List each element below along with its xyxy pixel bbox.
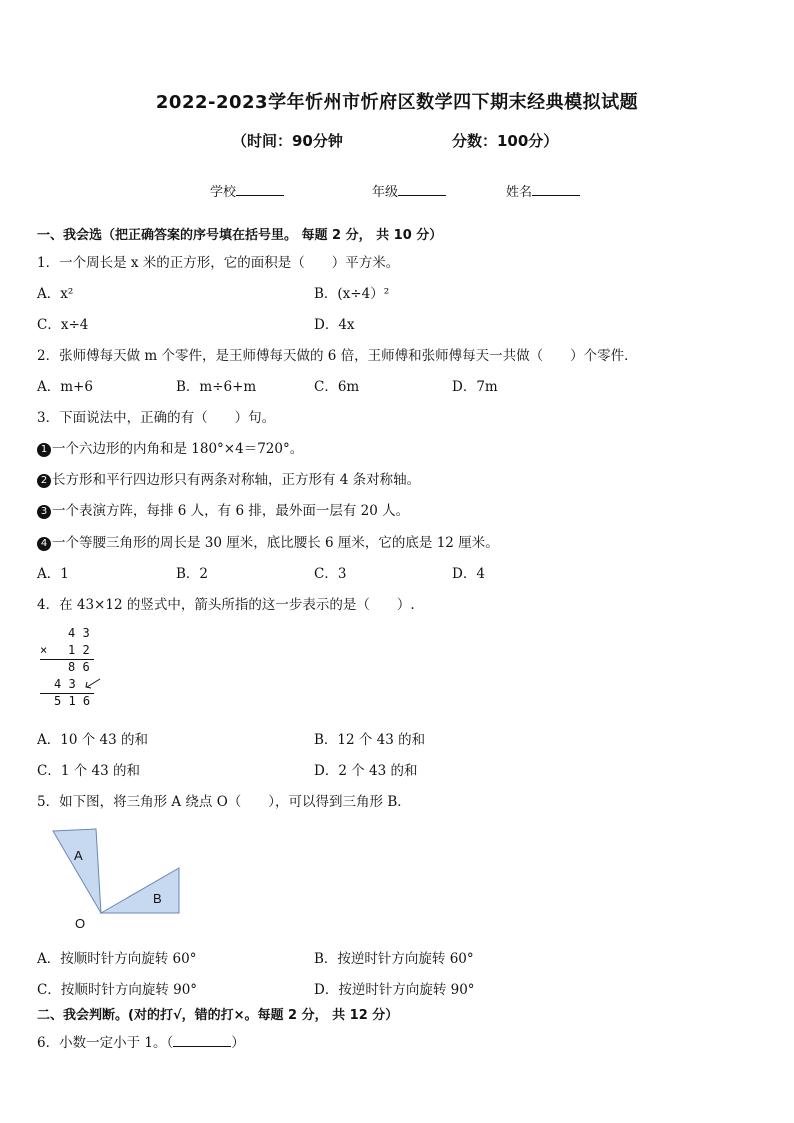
page-title: 2022-2023学年忻州市忻府区数学四下期末经典模拟试题 bbox=[155, 92, 639, 113]
vertical-multiplication bbox=[36, 624, 106, 712]
school-blank[interactable] bbox=[236, 183, 284, 196]
label-b: B bbox=[153, 891, 162, 906]
q2-option-b[interactable]: B．m÷6+m bbox=[176, 379, 257, 395]
q3-statement-2-text: 长方形和平行四边形只有两条对称轴，正方形有 4 条对称轴。 bbox=[52, 472, 421, 488]
circle-number-4: 4 bbox=[37, 537, 51, 551]
calc-row-3: 8 6 bbox=[68, 660, 90, 674]
circle-number-1: 1 bbox=[37, 443, 51, 457]
school-field bbox=[210, 181, 284, 200]
question-3: 3．下面说法中，正确的有（ ）句。 bbox=[37, 410, 276, 426]
question-5: 5．如下图，将三角形 A 绕点 O（ ），可以得到三角形 B． bbox=[37, 794, 411, 810]
section1-heading: 一、我会选（把正确答案的序号填在括号里。 每题 2 分， 共 10 分） bbox=[37, 228, 443, 243]
q2-option-a[interactable]: A．m+6 bbox=[37, 379, 93, 395]
q3-statement-4-text: 一个等腰三角形的周长是 30 厘米，底比腰长 6 厘米，它的底是 12 厘米。 bbox=[52, 535, 499, 551]
q2-option-c[interactable]: C．6m bbox=[314, 379, 360, 395]
q1-option-c[interactable]: C．x÷4 bbox=[37, 317, 89, 333]
section2-heading: 二、我会判断。(对的打√，错的打×。每题 2 分， 共 12 分） bbox=[37, 1008, 399, 1023]
q5-option-d[interactable]: D．按逆时针方向旋转 90° bbox=[314, 982, 475, 998]
q5-option-a[interactable]: A．按顺时针方向旋转 60° bbox=[37, 951, 197, 967]
q3-statement-3-text: 一个表演方阵，每排 6 人，有 6 排，最外面一层有 20 人。 bbox=[52, 503, 410, 519]
q1-option-b[interactable]: B．(x÷4）² bbox=[314, 286, 390, 302]
circle-number-3: 3 bbox=[37, 505, 51, 519]
q3-statement-3 bbox=[37, 499, 409, 519]
q4-option-a[interactable]: A．10 个 43 的和 bbox=[37, 732, 148, 748]
score-info: 分数：100分） bbox=[452, 132, 559, 150]
time-info: （时间：90分钟 bbox=[232, 132, 343, 150]
q3-option-a[interactable]: A．1 bbox=[37, 566, 69, 582]
question-2: 2．张师傅每天做 m 个零件，是王师傅每天做的 6 倍，王师傅和张师傅每天一共做（ ）个零件． bbox=[37, 348, 638, 364]
grade-field bbox=[372, 181, 446, 200]
question-6-close: ） bbox=[231, 1035, 245, 1051]
rotation-figure bbox=[45, 822, 190, 934]
question-6 bbox=[37, 1031, 245, 1051]
triangle-b bbox=[101, 868, 179, 913]
school-label: 学校 bbox=[210, 185, 237, 200]
question-1: 1．一个周长是 x 米的正方形，它的面积是（ ）平方米。 bbox=[37, 255, 400, 271]
q5-option-b[interactable]: B．按逆时针方向旋转 60° bbox=[314, 951, 474, 967]
label-a: A bbox=[74, 848, 83, 863]
name-field bbox=[506, 181, 580, 200]
q6-answer-blank[interactable] bbox=[173, 1034, 231, 1047]
q3-statement-1 bbox=[37, 437, 303, 457]
calc-row-4: 4 3 bbox=[54, 677, 76, 691]
label-o: O bbox=[75, 916, 86, 931]
q5-option-c[interactable]: C．按顺时针方向旋转 90° bbox=[37, 982, 198, 998]
q1-option-a[interactable]: A．x² bbox=[37, 286, 74, 302]
arrow-icon bbox=[82, 676, 104, 692]
triangle-a bbox=[53, 829, 101, 913]
q3-statement-1-text: 一个六边形的内角和是 180°×4＝720°。 bbox=[52, 441, 304, 457]
calc-row-2: 1 2 bbox=[68, 643, 90, 657]
q3-option-b[interactable]: B．2 bbox=[176, 566, 209, 582]
q4-option-c[interactable]: C．1 个 43 的和 bbox=[37, 763, 140, 779]
calc-row-1: 4 3 bbox=[68, 626, 90, 640]
grade-blank[interactable] bbox=[398, 183, 446, 196]
q3-option-c[interactable]: C．3 bbox=[314, 566, 347, 582]
question-4: 4．在 43×12 的竖式中，箭头所指的这一步表示的是（ ）. bbox=[37, 597, 415, 613]
q3-statement-2 bbox=[37, 468, 420, 488]
grade-label: 年级 bbox=[372, 185, 399, 200]
q3-option-d[interactable]: D．4 bbox=[452, 566, 485, 582]
calc-row-5: 5 1 6 bbox=[54, 694, 91, 708]
question-6-text: 6．小数一定小于 1。（ bbox=[37, 1035, 174, 1051]
name-label: 姓名 bbox=[506, 185, 533, 200]
calc-times-sign: × bbox=[40, 643, 48, 657]
circle-number-2: 2 bbox=[37, 474, 51, 488]
q1-option-d[interactable]: D．4x bbox=[314, 317, 355, 333]
q2-option-d[interactable]: D．7m bbox=[452, 379, 498, 395]
q4-option-b[interactable]: B．12 个 43 的和 bbox=[314, 732, 426, 748]
q4-option-d[interactable]: D．2 个 43 的和 bbox=[314, 763, 418, 779]
q3-statement-4 bbox=[37, 531, 499, 551]
name-blank[interactable] bbox=[532, 183, 580, 196]
